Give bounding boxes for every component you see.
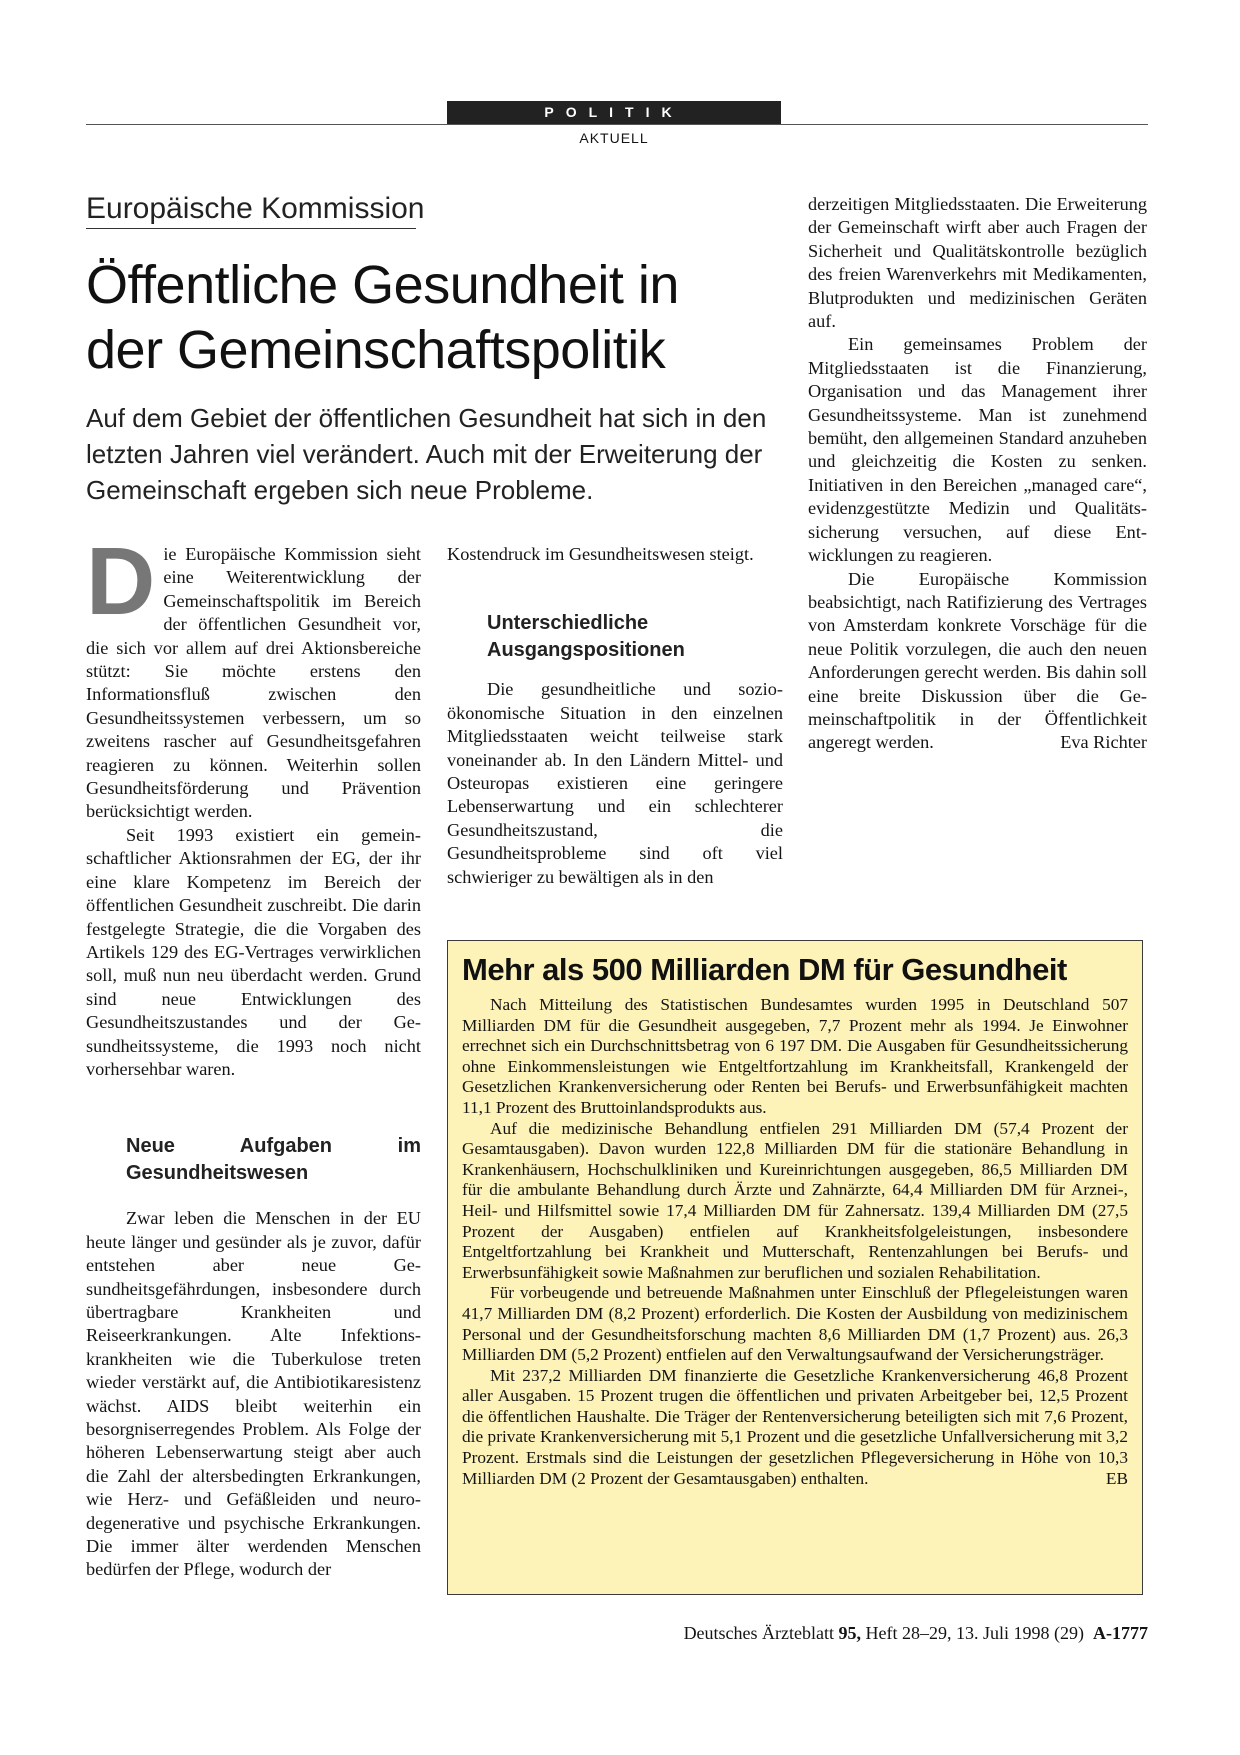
paragraph-6-text: Die Europäische Kommission beabsichtigt, nach Ratifizierung des Vertrages von Amsterdam konkrete Vorschäge für die neue Politik vorzulegen, die auch den neuen Anforderungen gerecht werden. Bis dahin soll eine breite Diskussion über die Gemeinschaftpolitik in der Öffentlichkeit angeregt werden. [808, 568, 1147, 753]
header-rule [86, 124, 1148, 125]
info-paragraph-1: Nach Mitteilung des Statistischen Bundesamtes wurden 1995 in Deutschland 507 Milliarden DM für die Gesundheit ausgegeben, 7,7 Prozent mehr als 1994. Je Einwohner errechnet sich ein Durchschnittsbetrag von 6 197 DM. Die Ausgaben für Gesundheitssicherung ohne Einkommensleistungen wie Entgeltfortzahlung im Krankheitsfall, Krankengeld der Gesetzlichen Krankenversicherung oder Renten bei Berufs- und Erwerbsunfähigkeit machten 11,1 Prozent des Bruttoinlandsprodukts aus. [462, 995, 1128, 1117]
article-title [86, 253, 786, 383]
section-label: POLITIK [447, 101, 781, 124]
paragraph-6 [808, 568, 1147, 755]
paragraph-4: Die gesundheitliche und sozioökonomische Situation in den einzelnen Mitgliedsstaaten weicht teilweise stark voneinander ab. In den Ländern Mittel- und Osteuropas existieren eine geringere Lebenserwartung und ein schlechterer Gesundheitszustand, die Gesundheitsprobleme sind oft viel schwieriger zu bewältigen als in den [447, 679, 783, 887]
info-box-author: EB [1105, 1468, 1128, 1488]
column-1 [86, 528, 421, 1582]
info-box-title: Mehr als 500 Milliarden DM für Gesundheit [462, 952, 1067, 987]
title-line-1: Öffentliche Gesundheit in [86, 255, 679, 315]
title-line-2: der Gemeinschaftspolitik [86, 320, 666, 380]
info-box [447, 940, 1143, 1595]
paragraph-1 [86, 528, 421, 824]
article-lead: Auf dem Gebiet der öffentlichen Gesundheit hat sich in den letzten Jahren viel verändert. Auch mit der Erweiterung der Gemeinschaft ergeben sich neue Probleme. [86, 403, 767, 505]
page-footer [684, 1623, 1148, 1644]
drop-cap: D [86, 528, 156, 635]
paragraph-3-continued: Kostendruck im Gesundheitswesen steigt. [447, 544, 754, 564]
page-number: A-1777 [1093, 1623, 1148, 1643]
subheading-ausgangspositionen: Unterschiedliche Ausgangspositionen [487, 612, 685, 662]
paragraph-1-text: ie Europäische Kommission sieht eine Weiterentwicklung der Gemeinschaftspolitik im Bereich der öffentlichen Gesundheit vor, die sich vor allem auf drei Aktionsbereiche stützt: Sie möchte erstens den Informationsfluß zwischen den Gesundheitssystemen verbessern, um so zweitens rascher auf Gesundheitsgefahren reagieren zu können. Weiterhin sollen Gesundheitsförderung und Prävention berücksichtigt werden. [86, 544, 421, 822]
paragraph-5: Ein gemeinsames Problem der Mitgliedsstaaten ist die Finanzierung, Organisation und das Management ihrer Gesundheitssysteme. Man ist zunehmend bemüht, den allgemeinen Standard anzuheben und gleichzeitig die Kosten zu senken. Initiativen in den Bereichen „managed care“, evidenzgestützte Medizin und Qualitätssicherung versuchen, auf diese Entwicklungen zu reagieren. [808, 334, 1147, 566]
paragraph-4-continued: derzeitigen Mitgliedsstaaten. Die Erweiterung der Gemeinschaft wirft aber auch Fragen der Sicherheit und Qualitätskontrolle bezüglich des freien Warenverkehrs mit Medikamenten, Blutprodukten und medizinischen Geräten auf. [808, 194, 1147, 332]
info-paragraph-2: Auf die medizinische Behandlung entfielen 291 Milliarden DM (57,4 Prozent der Gesamtausgaben). Davon wurden 122,8 Milliarden DM für die stationäre Behandlung in Krankenhäusern, Hochschulkliniken und Kureinrichtungen ausgegeben, 86,5 Milliarden DM für die ambulante Behandlung durch Ärzte und Zahnärzte, 64,4 Milliarden DM für Arznei-, Heil- und Hilfsmittel sowie 17,4 Milliarden DM für Zahnersatz. 139,4 Milliarden DM (27,5 Prozent der Ausgaben) entfielen auf Krankheitsfolgeleistungen, insbesondere Entgeltfortzahlung bei Krankheit und Mutterschaft, Rentenzahlungen bei Berufs- und Erwerbsunfähigkeit sowie Maßnahmen zur beruflichen und sozialen Rehabilitation. [462, 1118, 1128, 1282]
article-kicker: Europäische Kommission [86, 192, 416, 229]
author-signature: Eva Richter [1060, 732, 1147, 753]
paragraph-2: Seit 1993 existiert ein gemeinschaftlicher Aktionsrahmen der EG, der ihr eine klare Kompetenz im Bereich der öffentlichen Gesundheit zuschreibt. Die darin festgelegte Strategie, die die Vorgaben des Artikels 129 des EG-Vertrages verwirklichen soll, muß nun neu überdacht werden. Grund sind neue Entwicklungen des Gesundheitszustandes und der Gesundheitssysteme, die 1993 noch nicht vorhersehbar waren. [86, 824, 421, 1079]
info-paragraph-3: Für vorbeugende und betreuende Maßnahmen unter Einschluß der Pflegeleistungen waren 41,7 Milliarden DM (8,2 Prozent) erforderlich. Die Kosten der Ausbildung von medizinischem Personal und der Gesundheitsforschung machten 8,6 Milliarden DM (1,7 Prozent) aus. 26,3 Milliarden DM (5,2 Prozent) entfielen auf den Verwaltungsaufwand der Versicherungsträger. [462, 1283, 1128, 1365]
column-3 [808, 193, 1147, 755]
info-paragraph-4 [462, 1366, 1128, 1490]
journal-name: Deutsches Ärzteblatt [683, 1623, 835, 1643]
info-box-body [462, 995, 1128, 1489]
subheading-neue-aufgaben: Neue Aufgaben im Gesundheitswesen [126, 1135, 421, 1185]
info-paragraph-4-text: Mit 237,2 Milliarden DM finanzierte die Gesetzliche Krankenversicherung 46,8 Prozent aller Ausgaben. 15 Prozent trugen die öffentlichen und privaten Arbeitgeber bei, 12,5 Prozent die öffentlichen Haushalte. Die Träger der Rentenversicherung beteiligten sich mit 7,6 Prozent, die private Krankenversicherung mit 5,1 Prozent und die gesetzliche Unfallversicherung mit 3,2 Prozent. Erstmals sind die Leistungen der gesetzlichen Pflegeversicherung in Höhe von 10,3 Milliarden DM (2 Prozent der Gesamtausgaben) enthalten. [462, 1365, 1128, 1488]
paragraph-3: Zwar leben die Menschen in der EU heute länger und gesünder als je zuvor, dafür entstehen aber neue Gesundheitsgefährdungen, insbesondere durch übertragbare Krankheiten und Reiseerkrankungen. Alte Infektionskrankheiten wie die Tuberkulose treten wieder verstärkt auf, die Antibiotikaresistenz wächst. AIDS bleibt weiterhin ein besorgniserregendes Problem. Als Folge der höheren Lebenserwartung steigt aber auch die Zahl der altersbedingten Erkrankungen, wie Herz- und Gefäßleiden und neuro-degenerative und psychische Erkrankungen. Die immer älter werdenden Menschen bedürfen der Pflege, wodurch der [86, 1208, 421, 1580]
column-2 [447, 543, 783, 889]
journal-issue: Heft 28–29, 13. Juli 1998 (29) [865, 1623, 1084, 1643]
subsection-label: AKTUELL [579, 130, 649, 146]
journal-volume: 95, [838, 1623, 862, 1643]
